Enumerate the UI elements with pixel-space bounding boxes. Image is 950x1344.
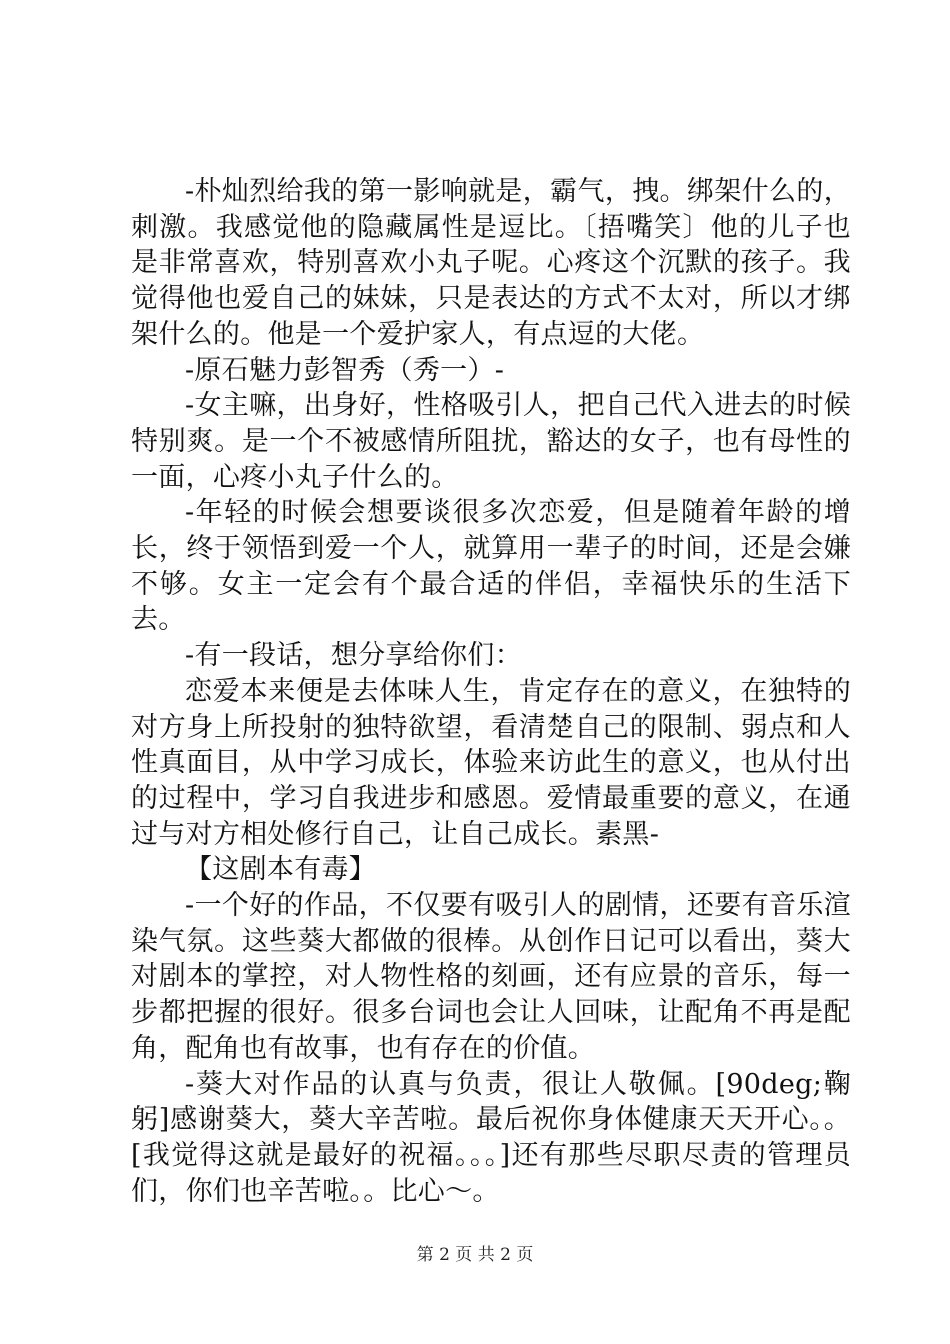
- paragraph: -原石魅力彭智秀（秀一）-: [185, 354, 505, 386]
- document-body: [131, 174, 851, 1209]
- paragraph: -年轻的时候会想要谈很多次恋爱，但是随着年龄的增长，终于领悟到爱一个人，就算用一辈子的时间，还是会嫌不够。女主一定会有个最合适的伴侣，幸福快乐的生活下去。: [131, 497, 851, 636]
- paragraph: -朴灿烈给我的第一影响就是，霸气，拽。绑架什么的，刺激。我感觉他的隐藏属性是逗比。〔捂嘴笑〕他的儿子也是非常喜欢，特别喜欢小丸子呢。心疼这个沉默的孩子。我觉得他也爱自己的妹妹，只是表达的方式不太对，所以才绑架什么的。他是一个爱护家人，有点逗的大佬。: [131, 176, 851, 350]
- quote-paragraph: 恋爱本来便是去体味人生，肯定存在的意义，在独特的对方身上所投射的独特欲望，看清楚自己的限制、弱点和人性真面目，从中学习成长，体验来访此生的意义，也从付出的过程中，学习自我进步和感恩。爱情最重要的意义，在通过与对方相处修行自己，让自己成长。素黑-: [131, 675, 851, 850]
- paragraph: -一个好的作品，不仅要有吸引人的剧情，还要有音乐渲染气氛。这些葵大都做的很棒。从创作日记可以看出，葵大对剧本的掌控，对人物性格的刻画，还有应景的音乐，每一步都把握的很好。很多台词也会让人回味，让配角不再是配角，配角也有故事，也有存在的价值。: [131, 890, 851, 1064]
- paragraph: -葵大对作品的认真与负责，很让人敬佩。[90deg;鞠躬]感谢葵大，葵大辛苦啦。最后祝你身体健康天天开心。。[我觉得这就是最好的祝福。。。]还有那些尽职尽责的管理员们，你们也辛苦啦。。比心～。: [131, 1068, 851, 1207]
- paragraph: -有一段话，想分享给你们：: [185, 640, 523, 672]
- page-footer: [0, 1243, 950, 1267]
- paragraph: -女主嘛，出身好，性格吸引人，把自己代入进去的时候特别爽。是一个不被感情所阻扰，豁达的女子，也有母性的一面，心疼小丸子什么的。: [131, 390, 851, 493]
- section-heading: 【这剧本有毒】: [185, 854, 377, 886]
- page-number: 第 2 页 共 2 页: [416, 1245, 534, 1265]
